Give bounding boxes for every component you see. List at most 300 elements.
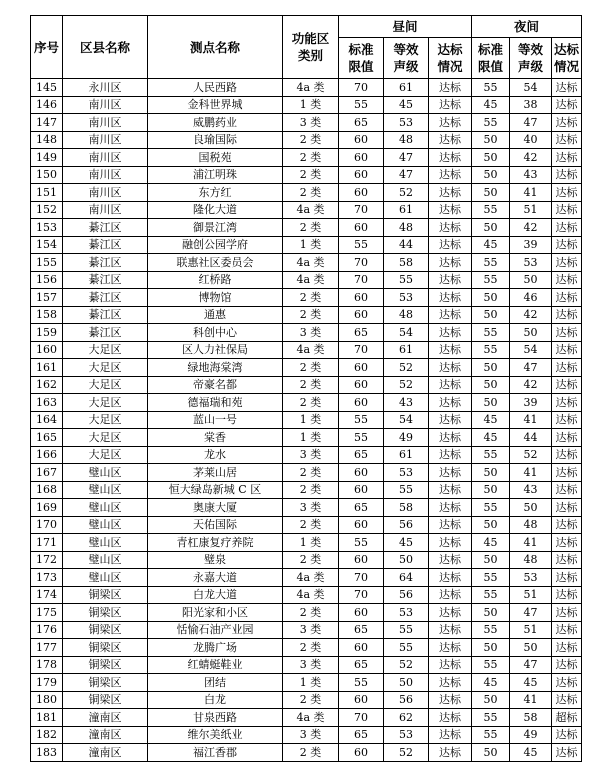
night-level-cell: 54 (510, 341, 552, 359)
header-night: 夜间 (472, 16, 582, 38)
seq-cell: 183 (31, 744, 63, 762)
night-status-cell: 达标 (552, 376, 582, 394)
district-cell: 綦江区 (63, 236, 148, 254)
table-row (31, 464, 582, 482)
site-cell: 博物馆 (148, 289, 283, 307)
header-night-status-line1: 达标 (553, 42, 579, 57)
day-limit-cell: 55 (339, 429, 384, 447)
header-day-level-line1: 等效 (393, 42, 419, 57)
seq-cell: 152 (31, 201, 63, 219)
table-row (31, 411, 582, 429)
district-cell: 綦江区 (63, 306, 148, 324)
night-level-cell: 50 (510, 324, 552, 342)
day-level-cell: 50 (384, 551, 429, 569)
seq-cell: 155 (31, 254, 63, 272)
site-cell: 帝豪名都 (148, 376, 283, 394)
seq-cell: 146 (31, 96, 63, 114)
day-status-cell: 达标 (429, 114, 472, 132)
day-level-cell: 53 (384, 114, 429, 132)
header-night-level-line1: 等效 (517, 42, 543, 57)
night-level-cell: 42 (510, 219, 552, 237)
district-cell: 南川区 (63, 166, 148, 184)
day-limit-cell: 70 (339, 271, 384, 289)
day-level-cell: 55 (384, 481, 429, 499)
day-status-cell: 达标 (429, 201, 472, 219)
zone-class-cell: 3 类 (283, 324, 339, 342)
day-status-cell: 达标 (429, 709, 472, 727)
day-limit-cell: 60 (339, 289, 384, 307)
seq-cell: 171 (31, 534, 63, 552)
seq-cell: 178 (31, 656, 63, 674)
header-night-level (510, 38, 552, 79)
day-limit-cell: 65 (339, 324, 384, 342)
header-day-status-line2: 情况 (437, 59, 463, 74)
site-cell: 红蜻蜓鞋业 (148, 656, 283, 674)
table-row (31, 586, 582, 604)
day-status-cell: 达标 (429, 516, 472, 534)
district-cell: 大足区 (63, 359, 148, 377)
seq-cell: 145 (31, 79, 63, 97)
day-level-cell: 47 (384, 149, 429, 167)
night-limit-cell: 45 (472, 411, 510, 429)
zone-class-cell: 4a 类 (283, 341, 339, 359)
zone-class-cell: 1 类 (283, 674, 339, 692)
district-cell: 綦江区 (63, 324, 148, 342)
zone-class-cell: 2 类 (283, 306, 339, 324)
day-status-cell: 达标 (429, 604, 472, 622)
night-limit-cell: 50 (472, 691, 510, 709)
zone-class-cell: 2 类 (283, 359, 339, 377)
site-cell: 绿地海棠湾 (148, 359, 283, 377)
day-level-cell: 50 (384, 674, 429, 692)
seq-cell: 165 (31, 429, 63, 447)
night-limit-cell: 45 (472, 534, 510, 552)
day-level-cell: 52 (384, 656, 429, 674)
night-limit-cell: 50 (472, 464, 510, 482)
night-status-cell: 达标 (552, 586, 582, 604)
district-cell: 綦江区 (63, 289, 148, 307)
seq-cell: 179 (31, 674, 63, 692)
seq-cell: 161 (31, 359, 63, 377)
night-limit-cell: 50 (472, 551, 510, 569)
night-status-cell: 达标 (552, 499, 582, 517)
day-level-cell: 53 (384, 464, 429, 482)
day-level-cell: 54 (384, 411, 429, 429)
site-cell: 甘泉西路 (148, 709, 283, 727)
night-status-cell: 达标 (552, 569, 582, 587)
day-status-cell: 达标 (429, 481, 472, 499)
night-level-cell: 51 (510, 586, 552, 604)
seq-cell: 157 (31, 289, 63, 307)
site-cell: 维尔美纸业 (148, 726, 283, 744)
day-limit-cell: 60 (339, 394, 384, 412)
night-limit-cell: 55 (472, 621, 510, 639)
day-level-cell: 52 (384, 359, 429, 377)
night-status-cell: 达标 (552, 324, 582, 342)
table-row (31, 184, 582, 202)
district-cell: 南川区 (63, 149, 148, 167)
seq-cell: 147 (31, 114, 63, 132)
night-level-cell: 53 (510, 569, 552, 587)
day-status-cell: 达标 (429, 149, 472, 167)
night-status-cell: 达标 (552, 674, 582, 692)
day-limit-cell: 55 (339, 534, 384, 552)
day-limit-cell: 65 (339, 114, 384, 132)
zone-class-cell: 2 类 (283, 481, 339, 499)
night-level-cell: 47 (510, 114, 552, 132)
zone-class-cell: 4a 类 (283, 586, 339, 604)
seq-cell: 182 (31, 726, 63, 744)
day-level-cell: 55 (384, 639, 429, 657)
zone-class-cell: 2 类 (283, 149, 339, 167)
day-limit-cell: 55 (339, 236, 384, 254)
night-limit-cell: 50 (472, 394, 510, 412)
day-status-cell: 达标 (429, 184, 472, 202)
night-status-cell: 达标 (552, 516, 582, 534)
night-limit-cell: 50 (472, 166, 510, 184)
day-status-cell: 达标 (429, 744, 472, 762)
night-limit-cell: 55 (472, 271, 510, 289)
night-status-cell: 达标 (552, 744, 582, 762)
night-limit-cell: 45 (472, 236, 510, 254)
header-night-status-line2: 情况 (553, 59, 579, 74)
night-status-cell: 达标 (552, 271, 582, 289)
noise-monitoring-table (30, 15, 582, 762)
night-level-cell: 45 (510, 744, 552, 762)
night-level-cell: 41 (510, 691, 552, 709)
day-status-cell: 达标 (429, 569, 472, 587)
zone-class-cell: 3 类 (283, 446, 339, 464)
day-limit-cell: 70 (339, 709, 384, 727)
site-cell: 浦江明珠 (148, 166, 283, 184)
night-level-cell: 50 (510, 271, 552, 289)
night-limit-cell: 55 (472, 726, 510, 744)
night-status-cell: 达标 (552, 464, 582, 482)
table-row (31, 516, 582, 534)
day-level-cell: 52 (384, 744, 429, 762)
district-cell: 綦江区 (63, 271, 148, 289)
site-cell: 融创公园学府 (148, 236, 283, 254)
district-cell: 铜梁区 (63, 656, 148, 674)
day-level-cell: 53 (384, 726, 429, 744)
day-level-cell: 49 (384, 429, 429, 447)
night-level-cell: 41 (510, 184, 552, 202)
table-row (31, 639, 582, 657)
seq-cell: 177 (31, 639, 63, 657)
day-level-cell: 58 (384, 254, 429, 272)
site-cell: 德福瑞和苑 (148, 394, 283, 412)
night-limit-cell: 50 (472, 604, 510, 622)
site-cell: 威鹏药业 (148, 114, 283, 132)
day-level-cell: 48 (384, 306, 429, 324)
header-day-status-line1: 达标 (437, 42, 463, 57)
table-row (31, 446, 582, 464)
day-level-cell: 61 (384, 79, 429, 97)
site-cell: 天佑国际 (148, 516, 283, 534)
zone-class-cell: 4a 类 (283, 254, 339, 272)
day-level-cell: 45 (384, 96, 429, 114)
district-cell: 南川区 (63, 201, 148, 219)
zone-class-cell: 2 类 (283, 604, 339, 622)
night-level-cell: 51 (510, 201, 552, 219)
header-day: 昼间 (339, 16, 472, 38)
day-limit-cell: 55 (339, 96, 384, 114)
district-cell: 南川区 (63, 184, 148, 202)
site-cell: 白龙 (148, 691, 283, 709)
day-level-cell: 52 (384, 376, 429, 394)
zone-class-cell: 2 类 (283, 219, 339, 237)
day-level-cell: 61 (384, 201, 429, 219)
night-limit-cell: 50 (472, 516, 510, 534)
day-level-cell: 43 (384, 394, 429, 412)
night-limit-cell: 50 (472, 359, 510, 377)
night-status-cell: 达标 (552, 306, 582, 324)
night-limit-cell: 45 (472, 96, 510, 114)
night-status-cell: 达标 (552, 639, 582, 657)
table-row (31, 481, 582, 499)
day-limit-cell: 65 (339, 726, 384, 744)
zone-class-cell: 2 类 (283, 691, 339, 709)
night-level-cell: 54 (510, 79, 552, 97)
day-status-cell: 达标 (429, 691, 472, 709)
night-status-cell: 达标 (552, 131, 582, 149)
day-status-cell: 达标 (429, 446, 472, 464)
table-row (31, 621, 582, 639)
day-level-cell: 53 (384, 604, 429, 622)
header-night-level-line2: 声级 (517, 59, 543, 74)
seq-cell: 168 (31, 481, 63, 499)
table-row (31, 656, 582, 674)
night-level-cell: 48 (510, 516, 552, 534)
header-night-limit-line2: 限值 (477, 59, 503, 74)
night-level-cell: 49 (510, 726, 552, 744)
day-level-cell: 56 (384, 516, 429, 534)
night-limit-cell: 50 (472, 481, 510, 499)
night-limit-cell: 55 (472, 324, 510, 342)
night-level-cell: 52 (510, 446, 552, 464)
day-level-cell: 58 (384, 499, 429, 517)
day-status-cell: 达标 (429, 376, 472, 394)
day-status-cell: 达标 (429, 289, 472, 307)
day-status-cell: 达标 (429, 621, 472, 639)
table-row (31, 359, 582, 377)
day-status-cell: 达标 (429, 534, 472, 552)
zone-class-cell: 2 类 (283, 516, 339, 534)
zone-class-cell: 2 类 (283, 394, 339, 412)
night-limit-cell: 55 (472, 499, 510, 517)
night-limit-cell: 50 (472, 149, 510, 167)
site-cell: 御景江湾 (148, 219, 283, 237)
day-level-cell: 45 (384, 534, 429, 552)
day-status-cell: 达标 (429, 271, 472, 289)
zone-class-cell: 3 类 (283, 726, 339, 744)
site-cell: 金科世界城 (148, 96, 283, 114)
night-level-cell: 47 (510, 604, 552, 622)
night-limit-cell: 55 (472, 201, 510, 219)
night-status-cell: 达标 (552, 79, 582, 97)
site-cell: 青杠康复疗养院 (148, 534, 283, 552)
site-cell: 白龙大道 (148, 586, 283, 604)
seq-cell: 169 (31, 499, 63, 517)
day-status-cell: 达标 (429, 551, 472, 569)
day-status-cell: 达标 (429, 639, 472, 657)
day-status-cell: 达标 (429, 464, 472, 482)
table-row (31, 534, 582, 552)
day-limit-cell: 65 (339, 446, 384, 464)
night-limit-cell: 55 (472, 254, 510, 272)
night-status-cell: 达标 (552, 534, 582, 552)
day-status-cell: 达标 (429, 394, 472, 412)
table-row (31, 166, 582, 184)
night-level-cell: 45 (510, 674, 552, 692)
seq-cell: 158 (31, 306, 63, 324)
day-status-cell: 达标 (429, 656, 472, 674)
day-status-cell: 达标 (429, 359, 472, 377)
district-cell: 璧山区 (63, 481, 148, 499)
table-row (31, 569, 582, 587)
day-limit-cell: 70 (339, 79, 384, 97)
table-body (31, 79, 582, 762)
table-row (31, 236, 582, 254)
table-row (31, 341, 582, 359)
night-level-cell: 42 (510, 306, 552, 324)
seq-cell: 159 (31, 324, 63, 342)
day-limit-cell: 60 (339, 464, 384, 482)
night-level-cell: 48 (510, 551, 552, 569)
night-level-cell: 42 (510, 376, 552, 394)
day-limit-cell: 70 (339, 586, 384, 604)
header-day-level-line2: 声级 (393, 59, 419, 74)
zone-class-cell: 4a 类 (283, 271, 339, 289)
site-cell: 阳光家和小区 (148, 604, 283, 622)
night-status-cell: 达标 (552, 166, 582, 184)
district-cell: 大足区 (63, 394, 148, 412)
zone-class-cell: 1 类 (283, 96, 339, 114)
night-status-cell: 达标 (552, 236, 582, 254)
table-row (31, 149, 582, 167)
day-level-cell: 48 (384, 219, 429, 237)
site-cell: 联惠社区委员会 (148, 254, 283, 272)
seq-cell: 149 (31, 149, 63, 167)
zone-class-cell: 2 类 (283, 551, 339, 569)
day-status-cell: 达标 (429, 674, 472, 692)
day-level-cell: 53 (384, 289, 429, 307)
site-cell: 红桥路 (148, 271, 283, 289)
day-limit-cell: 60 (339, 551, 384, 569)
district-cell: 璧山区 (63, 551, 148, 569)
night-status-cell: 达标 (552, 481, 582, 499)
table-row (31, 254, 582, 272)
site-cell: 科创中心 (148, 324, 283, 342)
night-status-cell: 达标 (552, 359, 582, 377)
day-status-cell: 达标 (429, 499, 472, 517)
day-limit-cell: 60 (339, 481, 384, 499)
day-level-cell: 62 (384, 709, 429, 727)
header-zone-line1: 功能区 (291, 31, 330, 46)
day-level-cell: 56 (384, 586, 429, 604)
day-limit-cell: 70 (339, 341, 384, 359)
day-limit-cell: 60 (339, 149, 384, 167)
district-cell: 潼南区 (63, 709, 148, 727)
header-district: 区县名称 (63, 16, 148, 79)
zone-class-cell: 2 类 (283, 131, 339, 149)
day-status-cell: 达标 (429, 79, 472, 97)
night-limit-cell: 50 (472, 376, 510, 394)
zone-class-cell: 1 类 (283, 429, 339, 447)
day-status-cell: 达标 (429, 726, 472, 744)
district-cell: 铜梁区 (63, 639, 148, 657)
header-night-limit-line1: 标准 (477, 42, 503, 57)
table-row (31, 201, 582, 219)
header-day-status (429, 38, 472, 79)
night-limit-cell: 50 (472, 184, 510, 202)
night-level-cell: 39 (510, 236, 552, 254)
district-cell: 大足区 (63, 446, 148, 464)
seq-cell: 176 (31, 621, 63, 639)
night-status-cell: 达标 (552, 184, 582, 202)
night-status-cell: 达标 (552, 289, 582, 307)
header-site: 测点名称 (148, 16, 283, 79)
header-zone-class (283, 16, 339, 79)
table-row (31, 96, 582, 114)
site-cell: 棠香 (148, 429, 283, 447)
day-status-cell: 达标 (429, 429, 472, 447)
table-row (31, 114, 582, 132)
district-cell: 南川区 (63, 131, 148, 149)
seq-cell: 154 (31, 236, 63, 254)
night-status-cell: 达标 (552, 254, 582, 272)
table-row (31, 79, 582, 97)
table-row (31, 289, 582, 307)
zone-class-cell: 2 类 (283, 289, 339, 307)
day-limit-cell: 65 (339, 656, 384, 674)
district-cell: 永川区 (63, 79, 148, 97)
site-cell: 恒大绿岛新城 C 区 (148, 481, 283, 499)
night-status-cell: 达标 (552, 656, 582, 674)
district-cell: 綦江区 (63, 254, 148, 272)
zone-class-cell: 1 类 (283, 534, 339, 552)
header-night-status (552, 38, 582, 79)
night-status-cell: 达标 (552, 726, 582, 744)
night-level-cell: 41 (510, 464, 552, 482)
day-status-cell: 达标 (429, 96, 472, 114)
night-status-cell: 超标 (552, 709, 582, 727)
district-cell: 潼南区 (63, 726, 148, 744)
header-day-level (384, 38, 429, 79)
site-cell: 区人力社保局 (148, 341, 283, 359)
seq-cell: 160 (31, 341, 63, 359)
district-cell: 璧山区 (63, 499, 148, 517)
night-limit-cell: 55 (472, 586, 510, 604)
day-limit-cell: 55 (339, 674, 384, 692)
night-level-cell: 53 (510, 254, 552, 272)
day-status-cell: 达标 (429, 306, 472, 324)
night-status-cell: 达标 (552, 604, 582, 622)
table-row (31, 324, 582, 342)
day-limit-cell: 60 (339, 604, 384, 622)
day-level-cell: 64 (384, 569, 429, 587)
zone-class-cell: 3 类 (283, 114, 339, 132)
day-level-cell: 54 (384, 324, 429, 342)
district-cell: 大足区 (63, 341, 148, 359)
seq-cell: 170 (31, 516, 63, 534)
night-limit-cell: 50 (472, 289, 510, 307)
table-row (31, 131, 582, 149)
zone-class-cell: 4a 类 (283, 79, 339, 97)
zone-class-cell: 3 类 (283, 621, 339, 639)
night-limit-cell: 45 (472, 674, 510, 692)
night-level-cell: 46 (510, 289, 552, 307)
